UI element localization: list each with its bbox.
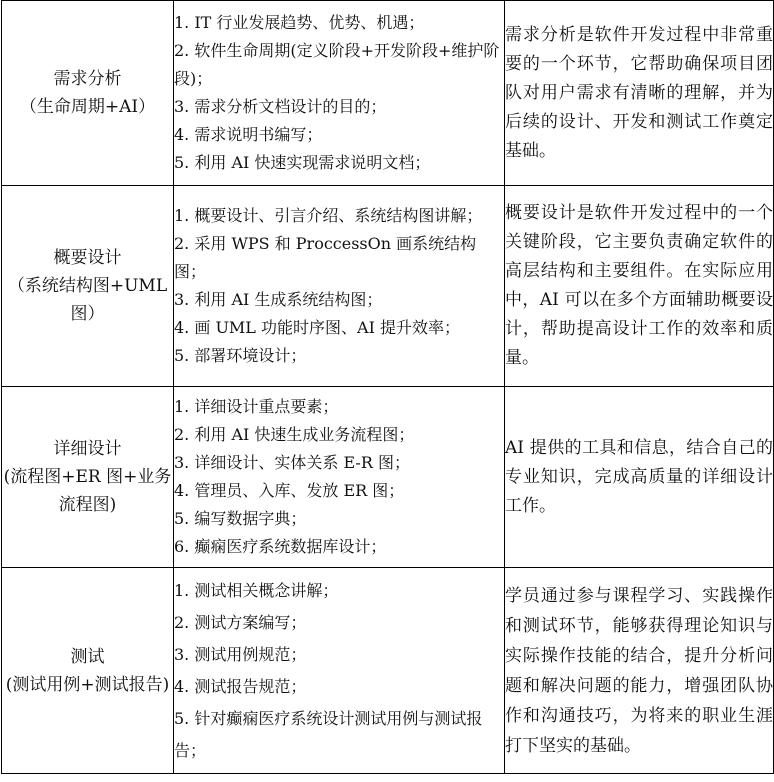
description-cell: 学员通过参与课程学习、实践操作和测试环节，能够获得理论知识与实际操作技能的结合，提升分析问题和解决问题的能力，增强团队协作和沟通技巧，为将来的职业生涯打下坚实的基础。 xyxy=(505,568,774,774)
list-item: 1. 测试相关概念讲解； xyxy=(174,580,339,600)
list-item: 1. 详细设计重点要素； xyxy=(174,397,339,416)
item-list xyxy=(174,393,504,561)
items-cell xyxy=(174,568,505,774)
description-cell: 概要设计是软件开发过程中的一个关键阶段，它主要负责确定软件的高层结构和主要组件。在实际应用中，AI 可以在多个方面辅助概要设计，帮助提高设计工作的效率和质量。 xyxy=(505,186,774,387)
stage-cell xyxy=(2,568,174,774)
list-item: 6. 癫痫医疗系统数据库设计； xyxy=(174,537,387,556)
list-item: 3. 需求分析文档设计的目的； xyxy=(174,97,387,116)
list-item: 5. 编写数据字典； xyxy=(174,509,307,528)
list-item: 1. 概要设计、引言介绍、系统结构图讲解； xyxy=(174,206,483,225)
item-list xyxy=(174,575,504,767)
table-row-detailed-design xyxy=(2,387,774,568)
list-item: 5. 部署环境设计； xyxy=(174,346,307,365)
table-row-outline-design xyxy=(2,186,774,387)
stage-subtitle: （生命周期+AI） xyxy=(19,97,156,117)
list-item: 4. 测试报告规范； xyxy=(174,676,307,696)
list-item: 1. IT 行业发展趋势、优势、机遇； xyxy=(174,13,425,32)
stage-cell xyxy=(2,387,174,568)
list-item: 4. 需求说明书编写； xyxy=(174,125,323,144)
list-item: 3. 利用 AI 生成系统结构图； xyxy=(174,290,383,309)
stage-cell xyxy=(2,1,174,186)
table-row-testing xyxy=(2,568,774,774)
table-row-requirements xyxy=(2,1,774,186)
description-cell: 需求分析是软件开发过程中非常重要的一个环节，它帮助确保项目团队对用户需求有清晰的理解，并为后续的设计、开发和测试工作奠定基础。 xyxy=(505,1,774,186)
list-item: 5. 针对癫痫医疗系统设计测试用例与测试报告； xyxy=(174,708,483,760)
item-list xyxy=(174,9,504,177)
description-cell: AI 提供的工具和信息，结合自己的专业知识，完成高质量的详细设计工作。 xyxy=(505,387,774,568)
item-list xyxy=(174,202,504,370)
stage-subtitle: （系统结构图+UML 图） xyxy=(7,276,168,324)
list-item: 2. 利用 AI 快速生成业务流程图； xyxy=(174,425,415,444)
list-item: 4. 画 UML 功能时序图、AI 提升效率； xyxy=(174,318,460,337)
list-item: 2. 采用 WPS 和 ProccessOn 画系统结构图； xyxy=(174,234,477,281)
list-item: 3. 详细设计、实体关系 E-R 图； xyxy=(174,453,410,472)
stage-subtitle: (流程图+ER 图+业务流程图) xyxy=(3,467,172,515)
list-item: 3. 测试用例规范； xyxy=(174,644,307,664)
stage-title: 需求分析 xyxy=(53,69,122,89)
items-cell xyxy=(174,387,505,568)
list-item: 2. 测试方案编写； xyxy=(174,612,307,632)
items-cell xyxy=(174,186,505,387)
items-cell xyxy=(174,1,505,186)
stage-cell xyxy=(2,186,174,387)
stage-title: 概要设计 xyxy=(53,248,122,268)
stage-title: 详细设计 xyxy=(53,439,122,459)
course-table xyxy=(1,0,774,774)
list-item: 2. 软件生命周期(定义阶段+开发阶段+维护阶段)； xyxy=(174,41,500,88)
list-item: 5. 利用 AI 快速实现需求说明文档； xyxy=(174,153,431,172)
list-item: 4. 管理员、入库、发放 ER 图； xyxy=(174,481,405,500)
stage-title: 测试 xyxy=(70,646,105,667)
stage-subtitle: (测试用例+测试报告) xyxy=(5,674,170,695)
